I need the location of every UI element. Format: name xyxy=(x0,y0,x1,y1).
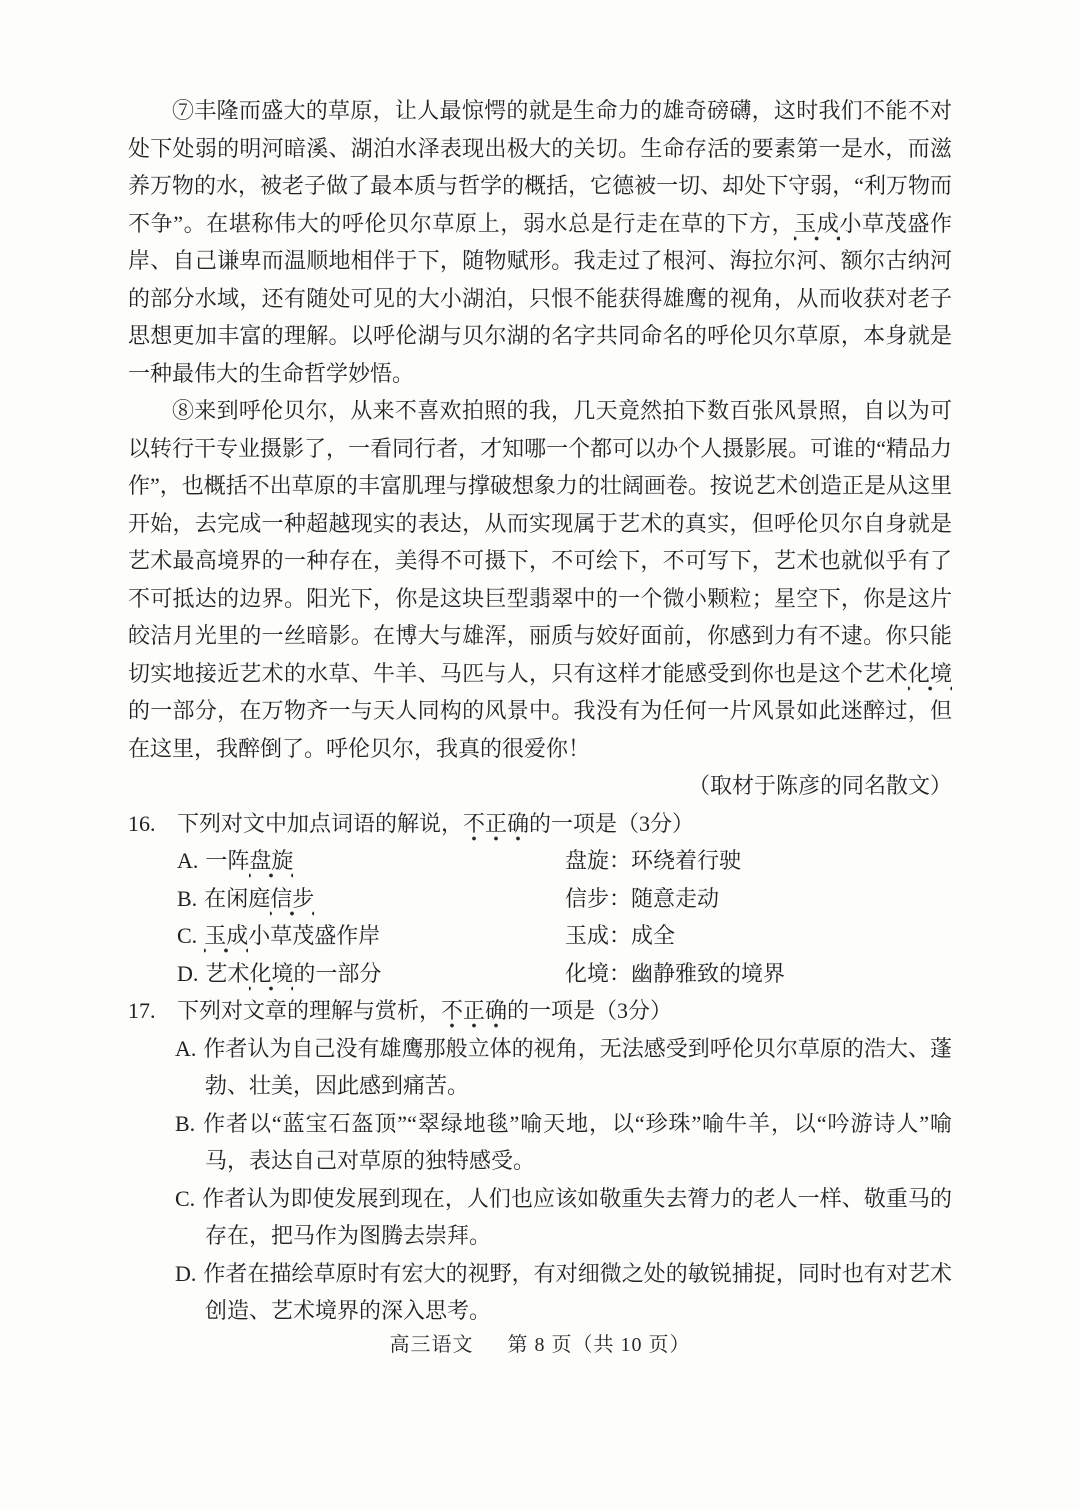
footer-page-number: 第 8 页（共 10 页） xyxy=(507,1334,691,1356)
stem-text: 下列对文章的理解与赏析， xyxy=(177,998,442,1023)
question-16-option-a xyxy=(128,842,952,880)
question-17 xyxy=(128,992,952,1330)
option-phrase xyxy=(177,880,565,918)
option-phrase-text: 一阵 xyxy=(205,848,250,873)
option-phrase-text: 的一部分 xyxy=(293,960,382,986)
stem-text: 的一项是（3分） xyxy=(529,810,695,836)
emphasized-term: 化境 xyxy=(249,961,293,991)
option-label: C. xyxy=(175,1185,196,1211)
option-phrase xyxy=(177,917,565,955)
option-phrase-text: 艺术 xyxy=(205,960,250,986)
question-16-option-d xyxy=(128,955,952,993)
footer-course-label: 高三语文 xyxy=(389,1334,474,1356)
paragraph-text: 的一部分，在万物齐一与天人同构的风景中。我没有为任何一片风景如此迷醉过，但在这里，我醉倒了。呼伦贝尔，我真的很爱你！ xyxy=(128,698,952,761)
option-label: C. xyxy=(177,923,198,948)
page-footer xyxy=(0,1330,1080,1360)
question-17-stem xyxy=(128,992,952,1030)
option-text: 作者以“蓝宝石盔顶”“翠绿地毯”喻天地，以“珍珠”喻牛羊，以“吟游诗人”喻马，表达自己对草原的独特感受。 xyxy=(202,1110,952,1173)
option-text: 作者认为自己没有雄鹰那般立体的视角，无法感受到呼伦贝尔草原的浩大、蓬勃、壮美，因此感到痛苦。 xyxy=(203,1035,952,1098)
page-content xyxy=(128,92,952,1330)
option-explanation: 玉成：成全 xyxy=(565,923,676,948)
question-17-option-c xyxy=(128,1180,952,1255)
option-label: A. xyxy=(175,1035,197,1061)
option-label: A. xyxy=(177,848,199,873)
option-phrase xyxy=(177,955,565,993)
passage-paragraph-8 xyxy=(128,392,952,767)
passage-paragraph-7 xyxy=(128,92,952,392)
emphasized-term: 化境 xyxy=(908,661,952,691)
question-16-option-c xyxy=(128,917,952,955)
paragraph-text: ⑧来到呼伦贝尔，从来不喜欢拍照的我，几天竟然拍下数百张风景照，自以为可以转行干专业摄影了，一看同行者，才知哪一个都可以办个人摄影展。可谁的“精品力作”，也概括不出草原的丰富肌理与撑破想象力的壮阔画卷。按说艺术创造正是从这里开始，去完成一种超越现实的表达，从而实现属于艺术的真实，但呼伦贝尔自身就是艺术最高境界的一种存在，美得不可摄下，不可绘下，不可写下，艺术也就似乎有了不可抵达的边界。阳光下，你是这块巨型翡翠中的一个微小颗粒；星空下，你是这片皎洁月光里的一丝暗影。在博大与雄浑，丽质与姣好面前，你感到力有不逮。你只能切实地接近艺术的水草、牛羊、马匹与人，只有这样才能感受到你也是这个艺术 xyxy=(128,398,952,686)
paragraph-text: ⑦丰隆而盛大的草原，让人最惊愕的就是生命力的雄奇磅礴，这时我们不能不对处下处弱的明河暗溪、湖泊水泽表现出极大的关切。生命存活的要素第一是水，而滋养万物的水，被老子做了最本质与哲学的概括，它德被一切、却处下守弱，“利万物而不争”。在堪称伟大的呼伦贝尔草原上，弱水总是行走在草的下方， xyxy=(128,98,952,236)
emphasized-term: 信步 xyxy=(270,886,314,916)
option-label: D. xyxy=(177,960,199,986)
option-explanation: 信步：随意走动 xyxy=(565,885,720,911)
emphasized-term: 不正确 xyxy=(441,998,507,1028)
question-number: 16. xyxy=(128,810,156,836)
option-text: 作者认为即使发展到现在，人们也应该如敬重失去膂力的老人一样、敬重马的存在，把马作为图腾去崇拜。 xyxy=(202,1185,952,1248)
option-phrase-text: 在闲庭 xyxy=(204,885,271,911)
emphasized-term: 玉成 xyxy=(794,211,839,241)
stem-text: 下列对文中加点词语的解说， xyxy=(177,810,464,836)
question-17-option-d xyxy=(128,1255,952,1330)
question-number: 17. xyxy=(128,998,156,1023)
option-label: B. xyxy=(175,1110,196,1136)
emphasized-term: 盘旋 xyxy=(249,848,293,878)
question-17-option-a xyxy=(128,1030,952,1105)
emphasized-term: 玉成 xyxy=(204,923,248,953)
paragraph-text: 小草茂盛作岸、自己谦卑而温顺地相伴于下，随物赋形。我走过了根河、海拉尔河、额尔古纳河的部分水域，还有随处可见的大小湖泊，只恨不能获得雄鹰的视角，从而收获对老子思想更加丰富的理解。以呼伦湖与贝尔湖的名字共同命名的呼伦贝尔草原，本身就是一种最伟大的生命哲学妙悟。 xyxy=(128,210,952,386)
option-text: 作者在描绘草原时有宏大的视野，有对细微之处的敏锐捕捉，同时也有对艺术创造、艺术境界的深入思考。 xyxy=(203,1260,952,1323)
stem-text: 的一项是（3分） xyxy=(507,998,673,1023)
passage-attribution: （取材于陈彦的同名散文） xyxy=(687,773,952,798)
option-label: B. xyxy=(177,885,198,911)
option-phrase-text: 小草茂盛作岸 xyxy=(248,923,381,948)
question-17-option-b xyxy=(128,1105,952,1180)
option-explanation: 化境：幽静雅致的境界 xyxy=(565,960,786,986)
question-16 xyxy=(128,805,952,993)
option-explanation: 盘旋：环绕着行驶 xyxy=(565,848,742,873)
question-16-option-b xyxy=(128,880,952,918)
option-phrase xyxy=(177,842,565,880)
option-label: D. xyxy=(175,1260,197,1286)
question-16-stem xyxy=(128,805,952,843)
emphasized-term: 不正确 xyxy=(463,811,529,841)
